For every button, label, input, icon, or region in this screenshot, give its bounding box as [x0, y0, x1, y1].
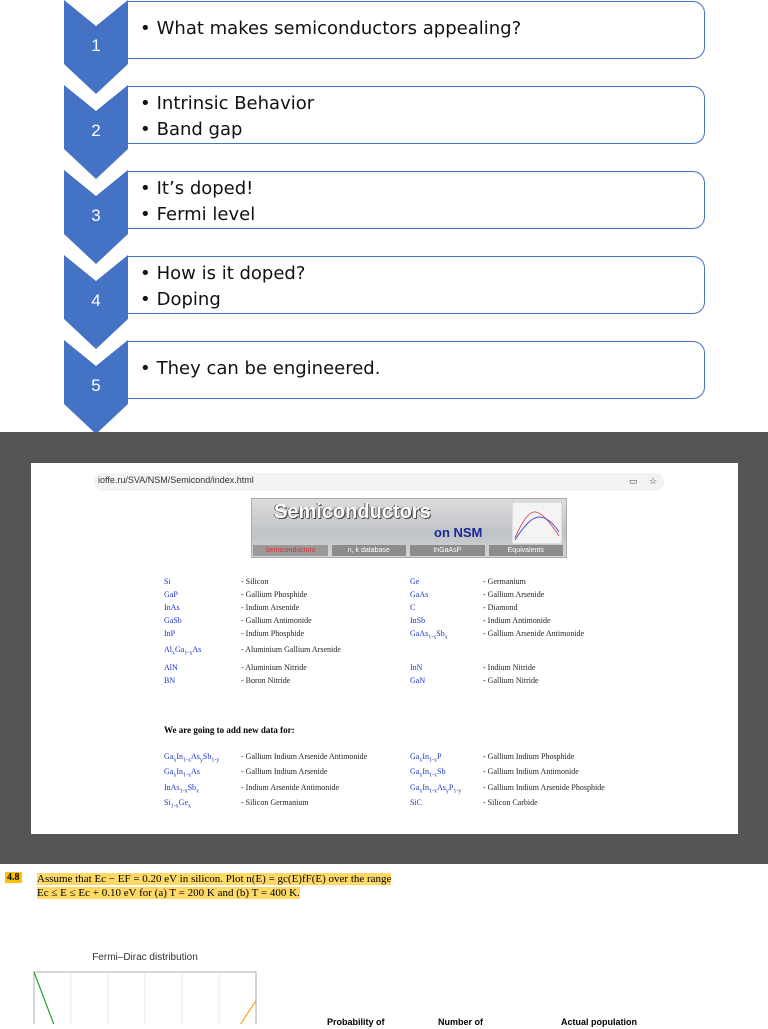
- material-right-link-2[interactable]: C: [410, 603, 416, 612]
- column-header-number: Number of: [438, 1017, 483, 1027]
- step-content: [128, 256, 705, 314]
- new-material-right-description: - Gallium Indium Phosphide: [483, 752, 575, 761]
- step-bullet: • They can be engineered.: [140, 356, 704, 382]
- step-bullet: • What makes semiconductors appealing?: [140, 16, 704, 42]
- step-5: [0, 340, 768, 425]
- material-right-link-1[interactable]: GaAs: [410, 590, 429, 599]
- banner-subtitle: on NSM: [434, 525, 483, 540]
- url-text: ioffe.ru/SVA/NSM/Semicond/index.html: [98, 475, 254, 485]
- material-description: - Aluminium Nitride: [241, 663, 307, 672]
- new-material-right-link-0[interactable]: $Ga_xIn_{1-x}P$: [410, 752, 442, 764]
- step-2: [0, 85, 768, 170]
- material-right-description: - Diamond: [483, 603, 518, 612]
- new-data-heading: We are going to add new data for:: [164, 725, 295, 735]
- step-content: [128, 86, 705, 144]
- bookmark-icon[interactable]: ▭: [629, 476, 638, 486]
- column-header-probability: Probability of: [327, 1017, 385, 1027]
- material-description: - Aluminium Gallium Arsenide: [241, 645, 341, 654]
- nav-tab-2[interactable]: InGaAsP: [410, 545, 485, 556]
- material-description: - Silicon: [241, 577, 269, 586]
- browser-screenshot: [31, 463, 738, 834]
- step-number: 2: [91, 121, 101, 140]
- material-right-description: - Germanium: [483, 577, 526, 586]
- step-bullet: • How is it doped?: [140, 261, 704, 287]
- step-bullet: • It’s doped!: [140, 176, 704, 202]
- step-bullet: • Intrinsic Behavior: [140, 91, 704, 117]
- new-material-right-description: - Gallium Indium Antimonide: [483, 767, 579, 776]
- material-link-4[interactable]: InP: [164, 629, 176, 638]
- nav-tab-0[interactable]: Semiconductors: [253, 545, 328, 556]
- step-content: [128, 171, 705, 229]
- material-right-description: - Gallium Arsenide: [483, 590, 545, 599]
- address-bar[interactable]: [94, 473, 664, 491]
- material-right-description: - Gallium Nitride: [483, 676, 539, 685]
- step-4: [0, 255, 768, 340]
- problem-line-2: Ec ≤ E ≤ Ec + 0.10 eV for (a) T = 200 K and (b) T = 400 K.: [37, 887, 300, 899]
- step-content: [128, 341, 705, 399]
- nav-tab-3[interactable]: Equivalents: [489, 545, 564, 556]
- banner-title: Semiconductors: [274, 501, 431, 523]
- nav-tab-1[interactable]: n, k database: [332, 545, 407, 556]
- material-link-6[interactable]: AlN: [164, 663, 178, 672]
- star-icon[interactable]: ☆: [649, 476, 658, 486]
- new-material-right-description: - Gallium Indium Arsenide Phosphide: [483, 783, 605, 792]
- material-description: - Gallium Phosphide: [241, 590, 308, 599]
- material-link-7[interactable]: BN: [164, 676, 176, 685]
- new-material-description: - Silicon Germanium: [241, 798, 309, 807]
- site-nav: [251, 545, 565, 556]
- fermi-dirac-chart: [30, 952, 260, 1024]
- material-description: - Boron Nitride: [241, 676, 291, 685]
- material-description: - Indium Phosphide: [241, 629, 305, 638]
- problem-line-1: Assume that Ec − EF = 0.20 eV in silicon. Plot n(E) = gc(E)fF(E) over the range: [37, 873, 392, 885]
- process-steps: [0, 0, 768, 432]
- material-right-description: - Indium Nitride: [483, 663, 536, 672]
- step-content: [128, 1, 705, 59]
- material-right-link-6[interactable]: GaN: [410, 676, 426, 685]
- new-material-right-link-2[interactable]: $Ga_xIn_{1-x}As_yP_{1-y}$: [410, 783, 462, 795]
- material-right-link-5[interactable]: InN: [410, 663, 423, 672]
- material-description: - Gallium Antimonide: [241, 616, 312, 625]
- new-material-description: - Gallium Indium Arsenide: [241, 767, 328, 776]
- new-material-description: - Gallium Indium Arsenide Antimonide: [241, 752, 368, 761]
- material-link-3[interactable]: GaSb: [164, 616, 182, 625]
- new-material-description: - Indium Arsenide Antimonide: [241, 783, 339, 792]
- material-right-link-4[interactable]: $GaAs_{1-x}Sb_x$: [410, 629, 448, 641]
- problem-text: [37, 872, 391, 900]
- new-material-link-0[interactable]: $Ga_xIn_{1-x}As_ySb_{1-y}$: [164, 752, 220, 764]
- material-right-link-3[interactable]: InSb: [410, 616, 426, 625]
- step-bullet: • Fermi level: [140, 202, 704, 228]
- material-link-0[interactable]: Si: [164, 577, 171, 586]
- new-material-link-1[interactable]: $Ga_xIn_{1-x}As$: [164, 767, 200, 779]
- new-material-link-2[interactable]: $InAs_{1-x}Sb_x$: [164, 783, 200, 795]
- step-number: 1: [91, 36, 101, 55]
- step-bullet: • Band gap: [140, 117, 704, 143]
- step-number: 3: [91, 206, 101, 225]
- step-number: 4: [91, 291, 101, 310]
- step-3: [0, 170, 768, 255]
- new-material-right-link-3[interactable]: SiC: [410, 798, 423, 807]
- chart-title: Fermi–Dirac distribution: [92, 952, 198, 963]
- new-material-link-3[interactable]: $Si_{1-x}Ge_x$: [164, 798, 191, 810]
- material-link-5[interactable]: $Al_xGa_{1-x}As$: [164, 645, 202, 657]
- step-1: [0, 0, 768, 85]
- step-number: 5: [91, 376, 101, 395]
- material-right-description: - Indium Antimonide: [483, 616, 551, 625]
- material-link-2[interactable]: InAs: [164, 603, 180, 612]
- material-link-1[interactable]: GaP: [164, 590, 178, 599]
- problem-number: 4.8: [7, 872, 20, 883]
- step-bullet: • Doping: [140, 287, 704, 313]
- new-material-right-link-1[interactable]: $Ga_xIn_{1-x}Sb$: [410, 767, 446, 779]
- new-material-right-description: - Silicon Carbide: [483, 798, 538, 807]
- banner-graph-icon: [512, 502, 562, 544]
- material-right-link-0[interactable]: Ge: [410, 577, 420, 586]
- material-description: - Indium Arsenide: [241, 603, 300, 612]
- material-right-description: - Gallium Arsenide Antimonide: [483, 629, 585, 638]
- column-header-population: Actual population: [561, 1017, 637, 1027]
